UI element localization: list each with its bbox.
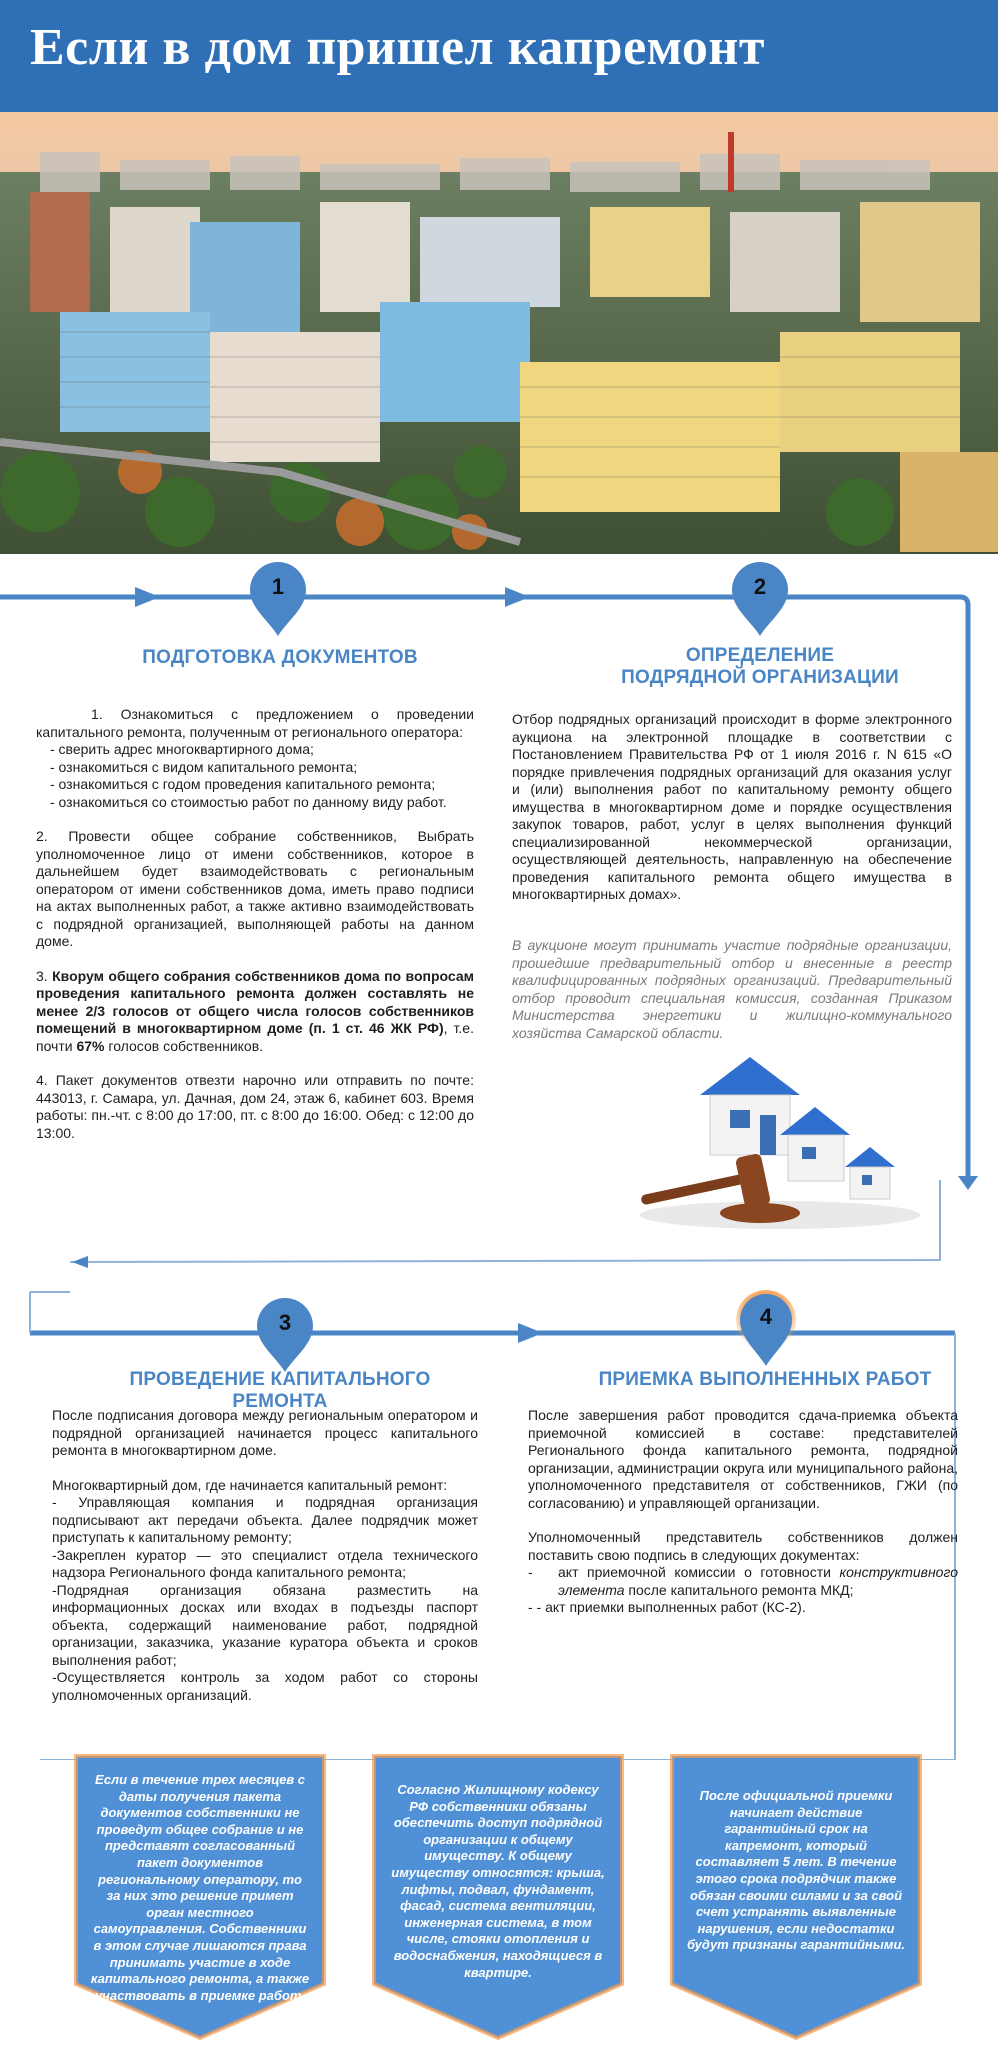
list-item: - - акт приемки выполненных работ (КС-2). xyxy=(528,1599,806,1615)
paragraph: Уполномоченный представитель собственников должен поставить свою подпись в следующих документах: xyxy=(528,1529,958,1563)
step-2-note: В аукционе могут принимать участие подрядные организации, прошедшие предварительный отбор и внесенные в реестр квалифицированных подрядных организаций. Предварительный отбор проводит специальная комиссия, созданная Приказом Министерства энергетики и жилищно-коммунального хозяйства Самарской области. xyxy=(512,937,952,1041)
step-3-heading: ПРОВЕДЕНИЕ КАПИТАЛЬНОГО РЕМОНТА xyxy=(129,1369,431,1412)
heading-line: ПОДРЯДНОЙ ОРГАНИЗАЦИИ xyxy=(621,667,899,688)
paragraph: После подписания договора между региональным оператором и подрядной организацией начинается процесс капитального ремонта в многоквартирном доме. xyxy=(52,1407,478,1458)
step-4-heading: ПРИЕМКА ВЫПОЛНЕННЫХ РАБОТ xyxy=(598,1369,932,1390)
callout-text: Если в течение трех месяцев с даты получения пакета документов собственники не проведут общее собрание и не представят согласованный пакет документов региональному оператору, то за них это решение примет орган местного самоуправления. Собственники в этом случае лишаются права принимать участие в ходе капитального ремонта, а также участвовать в приемке работ. xyxy=(90,1772,310,2003)
houses-gavel-illustration xyxy=(630,1055,920,1235)
list-item: -Закреплен куратор — это специалист отдела технического надзора Регионального фонда капитального ремонта; xyxy=(52,1546,478,1580)
callout-text: Согласно Жилищному кодексу РФ собственники обязаны обеспечить доступ подрядной организации к общему имуществу. К общему имуществу относятся: крыша, лифты, подвал, фундамент, фасад, система вентиляции, инженерная система, в том числе, стояки отопления и водоснабжения, находящиеся в квартире. xyxy=(391,1782,605,1980)
step-2-text xyxy=(512,711,952,904)
callout-text: После официальной приемки начинает действие гарантийный срок на капремонт, который составляет 5 лет. В течение этого срока подрядчик также обязан своими силами и за свой счет устранять выявленные нарушения, если недостатки будут признаны гарантийными. xyxy=(686,1788,906,1953)
callout-2 xyxy=(368,1752,628,2042)
paragraph: 2. Провести общее собрание собственников, Выбрать уполномоченное лицо от имени собственников, которое в дальнейшем будет взаимодействовать с региональным оператором от имени собственников дома, иметь право подписи на актах выполненных работ, а также активно взаимодействовать с подрядной организацией, выполняющей работы на данном доме. xyxy=(36,828,474,949)
list-item: - ознакомиться с видом капитального ремонта; xyxy=(50,758,358,775)
step-4-text xyxy=(528,1407,958,1617)
paragraph-number: 3. xyxy=(36,967,48,984)
list-item: - сверить адрес многоквартирного дома; xyxy=(50,741,314,757)
step-3-text xyxy=(52,1407,478,1704)
paragraph: 4. Пакет документов отвезти нарочно или отправить по почте: 443013, г. Самара, ул. Дачная, дом 24, этаж 6, кабинет 603. Время работы: пн.-чт. с 8:00 до 17:00, пт. с 8:00 до 16:00. Обед: с 12:00 до 13:00. xyxy=(36,1072,474,1141)
list-item: - Управляющая компания и подрядная организация подписывают акт передачи объекта. Далее подрядчик может приступать к капитальному ремонту; xyxy=(52,1494,478,1545)
step-4-marker xyxy=(736,1290,796,1368)
callout-1 xyxy=(70,1752,330,2042)
step-1-text xyxy=(36,706,474,1142)
step-number: 3 xyxy=(278,1310,292,1335)
quorum-paragraph xyxy=(36,968,474,1056)
list-item-text xyxy=(558,1564,958,1599)
list-bullet: - xyxy=(528,1564,533,1580)
step-1-heading: ПОДГОТОВКА ДОКУМЕНТОВ xyxy=(142,647,418,668)
quorum-percent: 67% xyxy=(76,1037,105,1054)
emphasis: конструктивного элемента xyxy=(558,1564,958,1598)
paragraph: Многоквартирный дом, где начинается капитальный ремонт: xyxy=(52,1476,448,1493)
heading-line: ОПРЕДЕЛЕНИЕ xyxy=(685,645,835,666)
list-item xyxy=(528,1564,958,1599)
list-item-part: акт приемочной комиссии о готовности xyxy=(558,1564,831,1580)
list-item: - ознакомиться со стоимостью работ по данному виду работ. xyxy=(50,793,447,810)
page-title: Если в дом пришел капремонт xyxy=(30,19,765,76)
list-item: - ознакомиться с годом проведения капитального ремонта; xyxy=(50,776,436,792)
step-number: 4 xyxy=(759,1304,773,1329)
quorum-rule: Кворум общего собрания собственников дома по вопросам проведения капитального ремонта должен составлять не менее 2/3 голосов от общего числа голосов собственников помещений в многоквартирном доме (п. 1 ст. 46 ЖК РФ) xyxy=(36,967,474,1036)
quorum-note: , т.е. почти xyxy=(36,1020,474,1054)
list-item-part: после капитального ремонта МКД; xyxy=(628,1581,854,1598)
callout-3 xyxy=(666,1752,926,2042)
step-2-heading xyxy=(560,645,960,689)
step-2-marker xyxy=(730,560,790,638)
step-3-marker xyxy=(255,1296,315,1374)
paragraph: 1. Ознакомиться с предложением о проведении капитального ремонта, полученным от регионального оператора: xyxy=(36,706,474,740)
paragraph: После завершения работ проводится сдача-приемка объекта приемочной комиссией в составе: представителей Регионального фонда капитального ремонта, подрядной организации, администрации округа или муниципального района, уполномоченного представителя от собственников, ГЖИ (по согласованию) и управляющей организации. xyxy=(528,1407,958,1511)
list-item: -Подрядная организация обязана разместить на информационных досках или входах в подъезды паспорт объекта, содержащий наименование работ, подрядной организации, заказчика, указание куратора объекта и сроков выполнения работ; xyxy=(52,1581,478,1668)
list-item: -Осуществляется контроль за ходом работ со стороны уполномоченных организаций. xyxy=(52,1669,478,1703)
step-number: 2 xyxy=(753,574,767,599)
paragraph: Отбор подрядных организаций происходит в форме электронного аукциона на электронной площадке в соответствии с Постановлением Правительства РФ от 1 июля 2016 г. N 615 «О порядке привлечения подрядных организаций для оказания услуг и (или) выполнения работ по капитальному ремонту общего имущества в многоквартирном доме и порядке осуществления закупок товаров, работ, услуг в целях выполнения функций специализированной некоммерческой организации, осуществляющей деятельность, направленную на обеспечение проведения капитального ремонта общего имущества в многоквартирных домах». xyxy=(512,711,952,902)
step-1-marker xyxy=(248,560,308,638)
city-aerial-photo xyxy=(0,112,998,554)
quorum-tail: голосов собственников. xyxy=(108,1037,264,1054)
step-number: 1 xyxy=(271,574,285,599)
